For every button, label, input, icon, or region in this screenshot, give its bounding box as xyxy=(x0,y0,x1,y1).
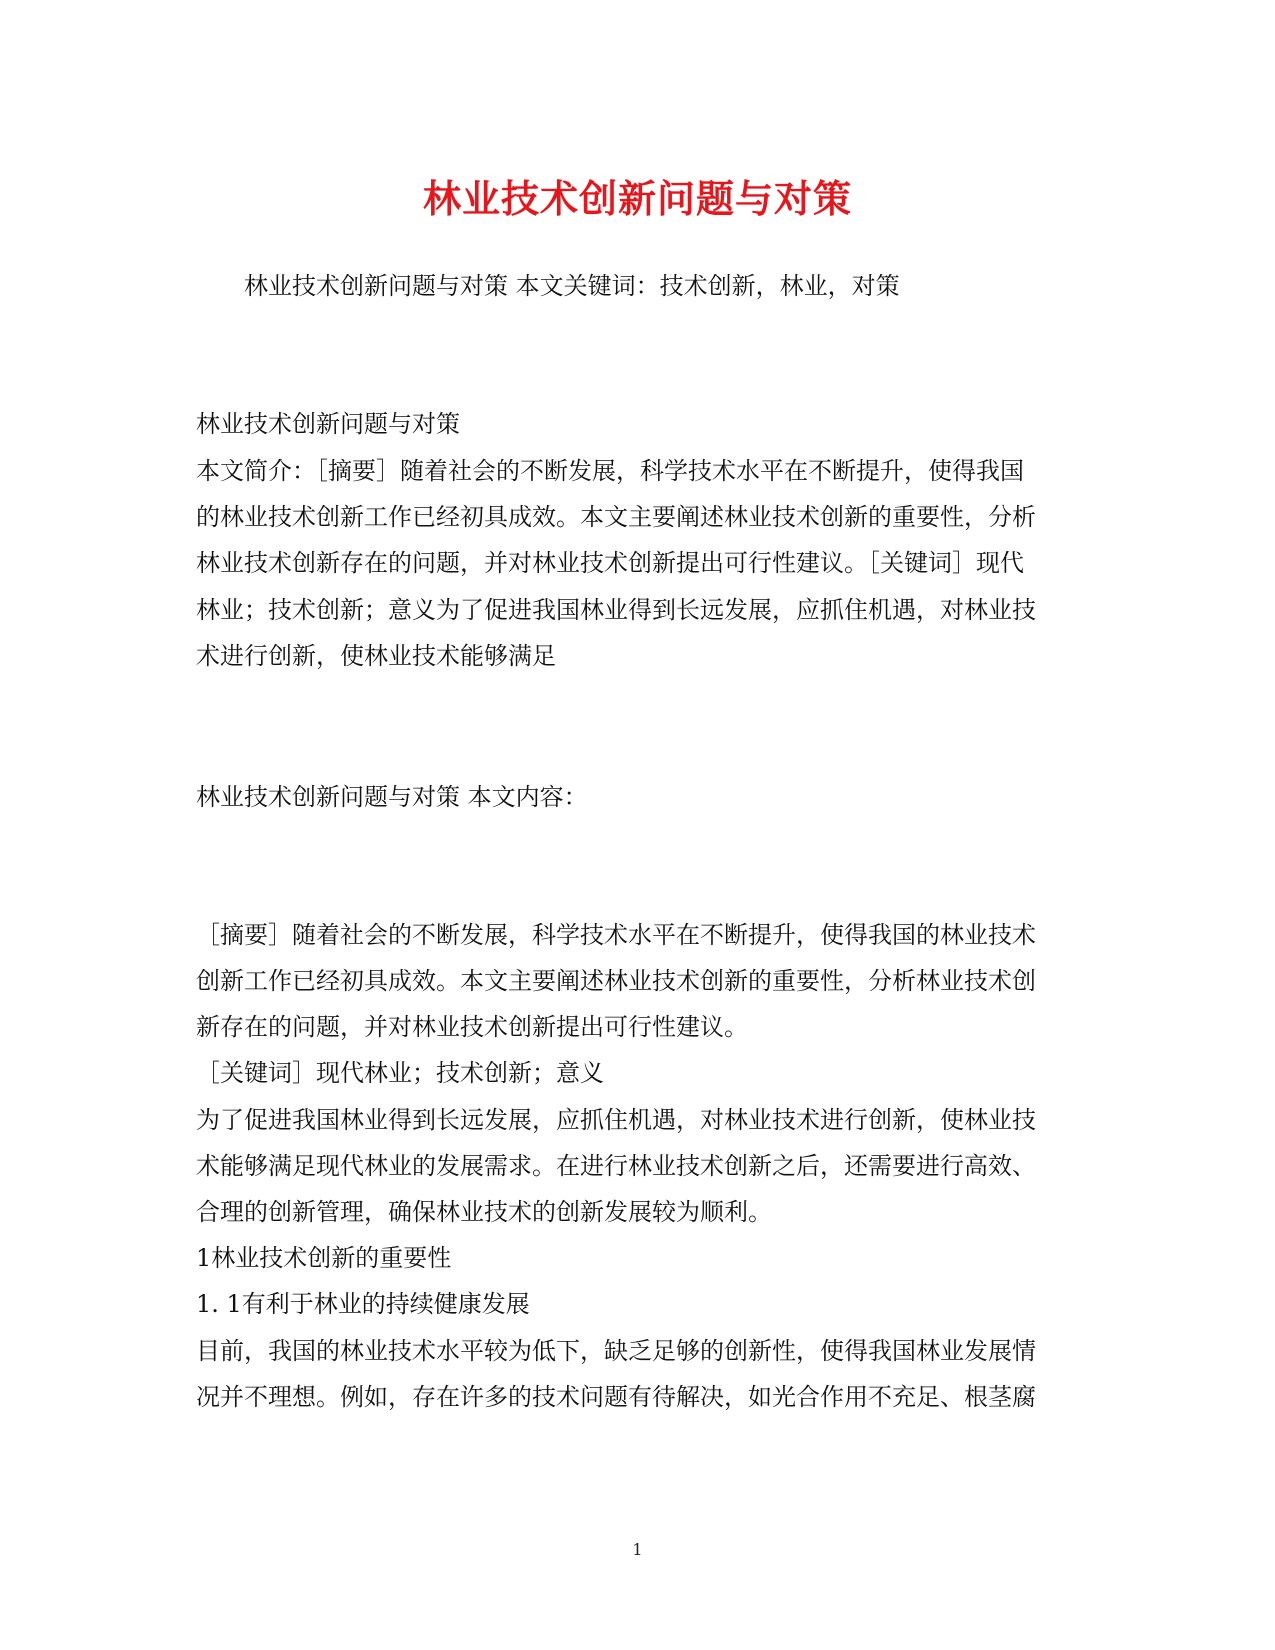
intro-line: 林业技术创新存在的问题，并对林业技术创新提出可行性建议。［关键词］现代 xyxy=(196,549,1024,577)
document-title: 林业技术创新问题与对策 xyxy=(422,176,852,221)
body-line: 合理的创新管理，确保林业技术的创新发展较为顺利。 xyxy=(196,1198,772,1226)
body-line: ［关键词］现代林业；技术创新；意义 xyxy=(196,1059,604,1087)
page-number: 1 xyxy=(632,1540,643,1559)
body-line: ［摘要］随着社会的不断发展，科学技术水平在不断提升，使得我国的林业技术 xyxy=(196,921,1036,949)
body-line: 况并不理想。例如，存在许多的技术问题有待解决，如光合作用不充足、根茎腐 xyxy=(196,1383,1036,1411)
body-line: 为了促进我国林业得到长远发展，应抓住机遇，对林业技术进行创新，使林业技 xyxy=(196,1106,1036,1134)
section-heading: 林业技术创新问题与对策 xyxy=(196,410,460,438)
content-heading: 林业技术创新问题与对策 本文内容： xyxy=(196,783,588,811)
body-line: 新存在的问题，并对林业技术创新提出可行性建议。 xyxy=(196,1013,748,1041)
keywords-line: 林业技术创新问题与对策 本文关键词：技术创新，林业，对策 xyxy=(244,272,900,300)
body-line: 术能够满足现代林业的发展需求。在进行林业技术创新之后，还需要进行高效、 xyxy=(196,1152,1036,1180)
intro-line: 林业；技术创新；意义为了促进我国林业得到长远发展，应抓住机遇，对林业技 xyxy=(196,596,1036,624)
intro-line: 的林业技术创新工作已经初具成效。本文主要阐述林业技术创新的重要性，分析 xyxy=(196,503,1036,531)
body-line: 1林业技术创新的重要性 xyxy=(196,1244,452,1272)
intro-line: 术进行创新，使林业技术能够满足 xyxy=(196,642,556,670)
body-line: 1. 1有利于林业的持续健康发展 xyxy=(196,1290,530,1318)
intro-line: 本文简介：［摘要］随着社会的不断发展，科学技术水平在不断提升，使得我国 xyxy=(196,457,1024,485)
body-line: 目前，我国的林业技术水平较为低下，缺乏足够的创新性，使得我国林业发展情 xyxy=(196,1337,1036,1365)
body-line: 创新工作已经初具成效。本文主要阐述林业技术创新的重要性，分析林业技术创 xyxy=(196,967,1036,995)
